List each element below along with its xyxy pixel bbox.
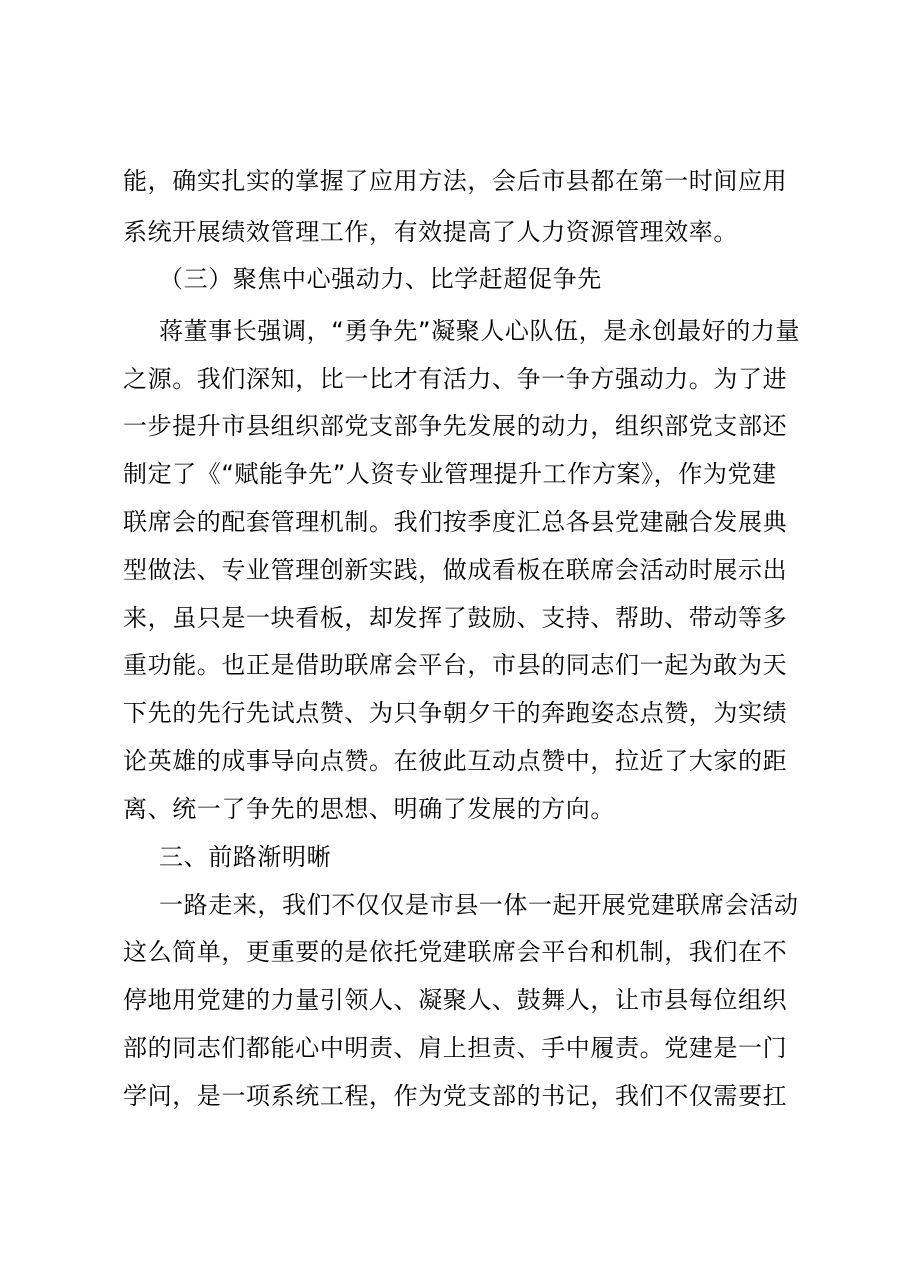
text-line: 一步提升市县组织部党支部争先发展的动力，组织部党支部还 (123, 412, 788, 440)
text-line: 学问，是一项系统工程，作为党支部的书记，我们不仅需要扛 (123, 1082, 788, 1110)
text-line: 蒋董事长强调，“勇争先”凝聚人心队伍，是永创最好的力量 (159, 317, 801, 345)
text-line: 论英雄的成事导向点赞。在彼此互动点赞中，拉近了大家的距 (123, 747, 788, 775)
text-line: 联席会的配套管理机制。我们按季度汇总各县党建融合发展典 (123, 508, 788, 536)
text-line: 系统开展绩效管理工作，有效提高了人力资源管理效率。 (123, 218, 738, 246)
text-line: 型做法、专业管理创新实践，做成看板在联席会活动时展示出 (123, 556, 788, 584)
text-line: 下先的先行先试点赞、为只争朝夕干的奔跑姿态点赞，为实绩 (123, 699, 788, 727)
text-line: 能，确实扎实的掌握了应用方法，会后市县都在第一时间应用 (123, 167, 788, 195)
text-line: 之源。我们深知，比一比才有活力、争一争方强动力。为了进 (123, 365, 788, 393)
text-line: 一路走来，我们不仅仅是市县一体一起开展党建联席会活动 (159, 891, 799, 919)
text-line: 离、统一了争先的思想、明确了发展的方向。 (123, 795, 615, 823)
text-line: 重功能。也正是借助联席会平台，市县的同志们一起为敢为天 (123, 651, 788, 679)
text-line: 部的同志们都能心中明责、肩上担责、手中履责。党建是一门 (123, 1034, 788, 1062)
text-line: 来，虽只是一块看板，却发挥了鼓励、支持、帮助、带动等多 (123, 604, 788, 632)
section-heading: 三、前路渐明晰 (159, 843, 332, 871)
section-heading: （三）聚焦中心强动力、比学赶超促争先 (159, 265, 602, 293)
text-line: 停地用党建的力量引领人、凝聚人、鼓舞人，让市县每位组织 (123, 986, 788, 1014)
text-line: 这么简单，更重要的是依托党建联席会平台和机制，我们在不 (123, 938, 788, 966)
text-line: 制定了《“赋能争先”人资专业管理提升工作方案》，作为党建 (123, 460, 777, 488)
